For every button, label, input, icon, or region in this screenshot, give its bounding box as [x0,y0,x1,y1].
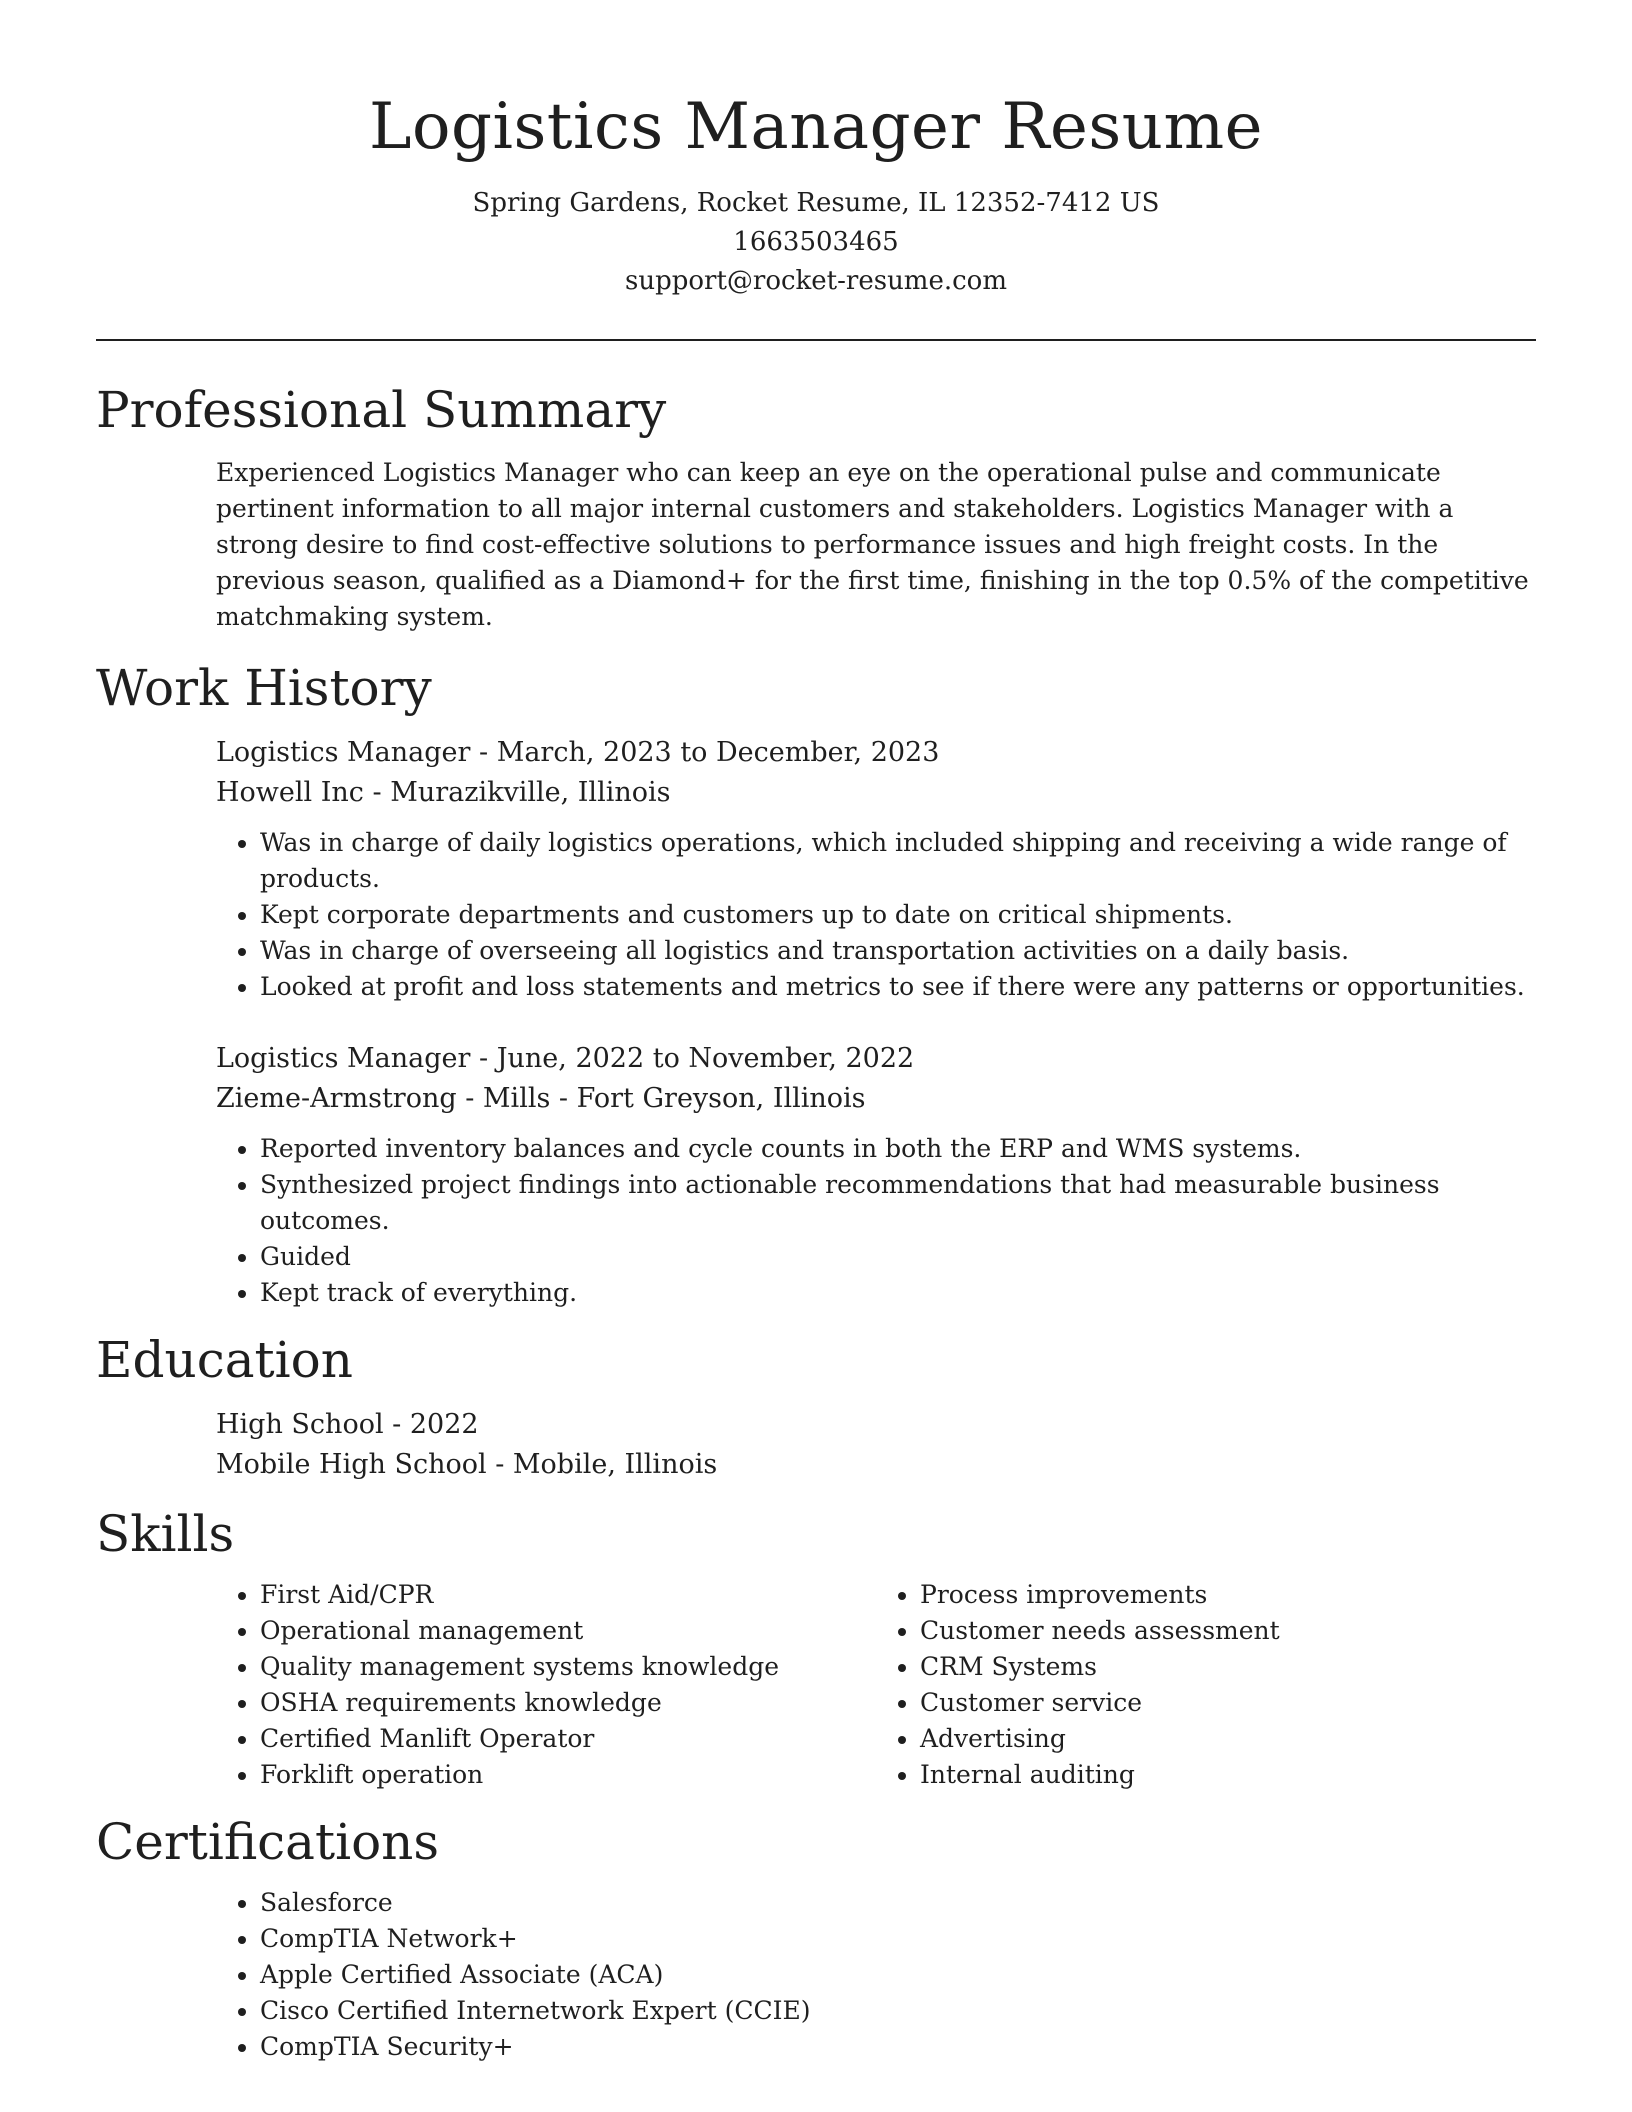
contact-block [96,184,1536,301]
work-history-section [96,657,1536,1311]
list-item: • Looked at profit and loss statements and metrics to see if there were any patterns or opportunities. [260,969,1536,1005]
list-item: • Certified Manlift Operator [260,1721,876,1757]
education-heading: Education [96,1331,353,1389]
list-item: • Customer needs assessment [920,1613,1536,1649]
list-item: • Operational management [260,1613,876,1649]
list-item: • Kept corporate departments and customers up to date on critical shipments. [260,897,1536,933]
list-item: • Was in charge of daily logistics operations, which included shipping and receiving a wide range of products. [260,825,1536,897]
list-item: • Customer service [920,1685,1536,1721]
skills-list-right [876,1577,1536,1793]
list-item: • Process improvements [920,1577,1536,1613]
header-divider [96,339,1536,341]
education-degree: High School - 2022 [216,1409,479,1440]
list-item: • Kept track of everything. [260,1275,1536,1311]
contact-email: support@rocket-resume.com [624,266,1007,296]
skills-heading: Skills [96,1505,235,1563]
education-section [96,1329,1536,1485]
list-item: • Advertising [920,1721,1536,1757]
resume-title: Logistics Manager Resume [368,90,1264,164]
list-item: • OSHA requirements knowledge [260,1685,876,1721]
contact-phone: 1663503465 [733,227,899,257]
skills-list-left [216,1577,876,1793]
skills-section [96,1503,1536,1793]
list-item: • Synthesized project findings into actionable recommendations that had measurable business outcomes. [260,1167,1536,1239]
job-entry [216,733,1536,1005]
list-item: • CRM Systems [920,1649,1536,1685]
job-company-location: Howell Inc - Murazikville, Illinois [216,777,671,808]
summary-heading: Professional Summary [96,381,667,439]
list-item: • Forklift operation [260,1757,876,1793]
job-entry [216,1039,1536,1311]
resume-header [96,0,1536,301]
list-item: • Apple Certified Associate (ACA) [260,1957,1536,1993]
contact-address: Spring Gardens, Rocket Resume, IL 12352-7412 US [472,188,1160,218]
summary-section [96,379,1536,635]
list-item: • Guided [260,1239,1536,1275]
skills-grid [96,1565,1536,1793]
certifications-section [96,1811,1536,2065]
job-role-dates: Logistics Manager - June, 2022 to November, 2022 [216,1043,915,1074]
job-role-dates: Logistics Manager - March, 2023 to December, 2023 [216,737,940,768]
work-history-heading: Work History [96,659,432,717]
job-bullets [216,825,1536,1005]
list-item: • Reported inventory balances and cycle counts in both the ERP and WMS systems. [260,1131,1536,1167]
certifications-heading: Certifications [96,1813,440,1871]
summary-text: Experienced Logistics Manager who can keep an eye on the operational pulse and communicate pertinent information to all major internal customers and stakeholders. Logistics Manager with a strong desire to find cost-effective solutions to performance issues and high freight costs. In the previous season, qualified as a Diamond+ for the first time, finishing in the top 0.5% of the competitive matchmaking system. [216,458,1529,631]
certifications-list [216,1885,1536,2065]
education-school: Mobile High School - Mobile, Illinois [216,1449,718,1480]
list-item: • CompTIA Security+ [260,2029,1536,2065]
list-item: • Cisco Certified Internetwork Expert (CCIE) [260,1993,1536,2029]
list-item: • First Aid/CPR [260,1577,876,1613]
list-item: • Salesforce [260,1885,1536,1921]
list-item: • Internal auditing [920,1757,1536,1793]
list-item: • Was in charge of overseeing all logistics and transportation activities on a daily basis. [260,933,1536,969]
job-bullets [216,1131,1536,1311]
list-item: • CompTIA Network+ [260,1921,1536,1957]
list-item: • Quality management systems knowledge [260,1649,876,1685]
job-company-location: Zieme-Armstrong - Mills - Fort Greyson, Illinois [216,1083,866,1114]
